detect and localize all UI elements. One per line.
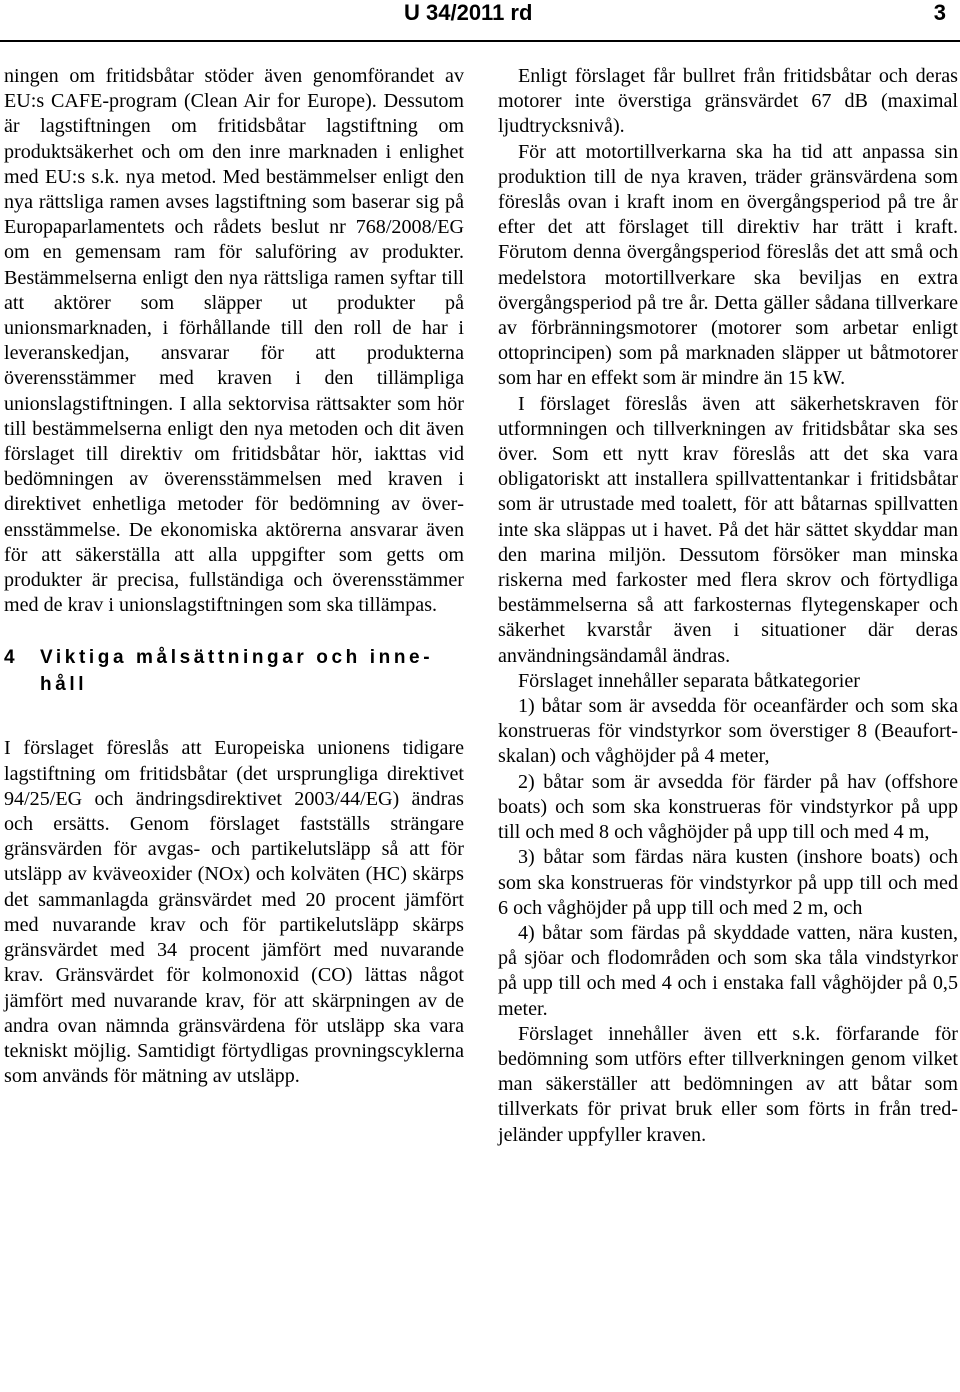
running-header	[0, 0, 960, 40]
document-reference: U 34/2011 rd	[404, 0, 533, 25]
list-item: 2) båtar som är avsedda för färder på hav (offshore boats) och som ska konstrueras för vindstyrkor på upp till och med 8 och våghöjder på upp till och med 4 m,	[498, 770, 958, 844]
body-paragraph: Förslaget innehåller separata båtkategorier	[518, 669, 860, 692]
section-number: 4	[4, 647, 15, 669]
body-paragraph: Förslaget innehåller även ett s.k. förfarande för bedömning som utförs efter tillverkningen genom vilket man säkerställer att bedömningen av att båtar som tillverkats för privat bruk eller som förts in från tredjeländer uppfyller kraven.	[498, 1022, 958, 1146]
right-column	[498, 64, 958, 1148]
body-paragraph: För att motortillverkarna ska ha tid att anpassa sin produktion till de nya kraven, träder gränsvärdena som föreslås ovan i kraft inom en övergångsperiod på tre år efter det att förslaget till direktiv har trätt i kraft. Förutom denna övergångsperiod föreslås det att små och medelstora motortillverkare ska beviljas en extra övergångsperiod på tre år. Detta gäller sådana tillverkare av förbränningsmotorer (motorer som arbetar enligt ottoprincipen) som på marknaden släpper ut båtmotorer som har en effekt som är mindre än 15 kW.	[498, 140, 958, 390]
section-title-line2: håll	[40, 674, 88, 696]
body-paragraph: I förslaget föreslås även att säkerhetskraven för utformningen och tillverkningen av fritidsbåtar ska ses över. Som ett nytt krav föreslås att det ska vara obligatoriskt att installera spillvattentankar i fritidsbåtar som är utrustade med toalett, för att båtarnas spillvatten inte ska släppas ut i havet. På det här sättet skyddar man den marina miljön. Dessutom försöker man minska riskerna med farkoster med flera skrov och förtydliga bestämmelserna så att farkosternas flytegenskaper och säkerhet kvarstår även i situationer där deras användningsändamål ändras.	[498, 392, 958, 667]
list-item: 3) båtar som färdas nära kusten (inshore boats) och som ska konstrueras för vindstyrkor på upp till och med 6 och våghöjder på upp till och med 2 m, och	[498, 846, 958, 919]
list-item: 1) båtar som är avsedda för oceanfärder och som ska konstrueras för vindstyrkor som överstiger 8 (Beaufort-skalan) och våghöjder på 4 meter,	[498, 695, 958, 768]
body-paragraph: ningen om fritidsbåtar stöder även genomförandet av EU:s CAFE-program (Clean Air for Europe). Dessutom är lagstiftningen om fritidsbåtar lagstiftning om produktsäkerhet och om den inre marknaden i enlighet med EU:s s.k. nya metod. Med bestämmelser enligt den nya rättsliga ramen avses lagstiftning som baserar sig på Europaparlamentets och rådets beslut nr 768/2008/EG om en gemensam ram för saluföring av produkter. Bestämmelserna enligt den nya rättsliga ramen syftar till att aktörer som släpper ut produkter på unionsmarknaden, i förhållande till den roll de har i leveranskedjan, ansvarar för att produkterna överensstämmer med kraven i den tillämpliga unionslagstiftningen. I alla sektorvisa rättsakter som hör till bestämmelserna enligt den nya metoden och dit även förslaget till direktiv om fritidsbåtar hör, iakttas vid bedömningen av överensstämmelsen med kraven i direktivet enhetliga metoder för bedömning av överensstämmelse. De ekonomiska aktörerna ansvarar även för att säkerställa att alla uppgifter som getts om produkter är precisa, fullständiga och överensstämmer med de krav i unionslagstiftningen som ska tillämpas.	[4, 65, 464, 617]
header-rule	[0, 40, 960, 42]
list-item: 4) båtar som färdas på skyddade vatten, nära kusten, på sjöar och flodområden och som ska tåla vindstyrkor på upp till och med 4 och i enstaka fall våghöjder på 0,5 meter.	[498, 921, 958, 1020]
body-paragraph: I förslaget föreslås att Europeiska unionens tidigare lagstiftning om fritidsbåtar (det ursprungliga direktivet 94/25/EG och ändringsdirektivet 2003/44/EG) ändras och ersätts. Genom förslaget fastställs strängare gränsvärden för avgas- och partikelutsläpp så att för utsläpp av kväveoxider (NOx) och kolväten (HC) skärps det sammanlagda gränsvärdet med 20 procent jämfört med nuvarande krav och för partikelutsläpp skärps gränsvärdet med 34 procent jämfört med nuvarande krav. Gränsvärdet för kolmonoxid (CO) lättas något jämfört med nuvarande krav, för att skärpningen av de andra ovan nämnda gränsvärdena för utsläpp ska vara tekniskt möjlig. Samtidigt förtydligas provningscyklerna som används för mätning av utsläpp.	[4, 737, 464, 1088]
page-number: 3	[933, 0, 946, 25]
section-title-line1: Viktiga målsättningar och inne-	[40, 647, 434, 669]
body-paragraph: Enligt förslaget får bullret från fritidsbåtar och deras motorer inte överstiga gränsvärdet 67 dB (maximal ljudtrycksnivå).	[498, 65, 958, 138]
section-heading	[4, 644, 464, 698]
left-column	[4, 64, 464, 1089]
